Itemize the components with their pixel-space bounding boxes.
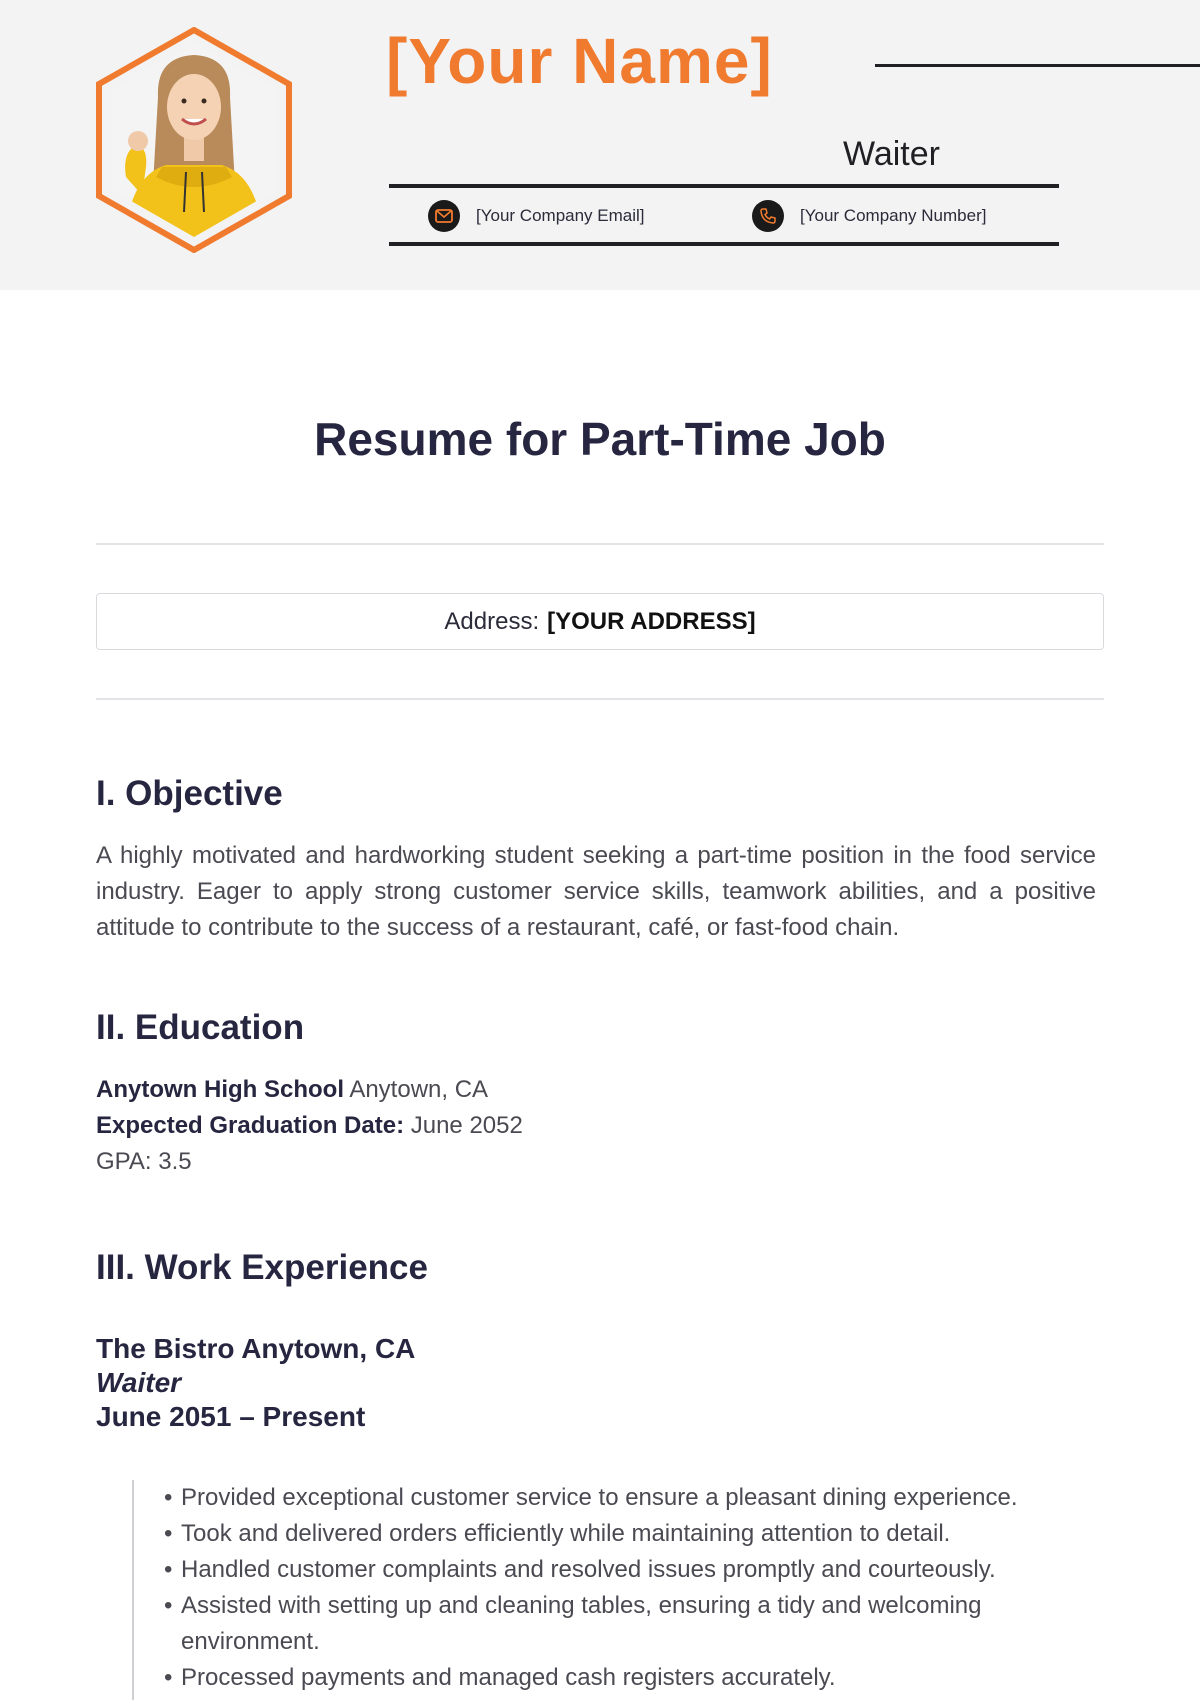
education-details — [96, 1072, 523, 1180]
address-box — [96, 593, 1104, 650]
contact-bottom-rule — [389, 242, 1059, 246]
resume-header — [0, 0, 1200, 290]
graduation-row — [96, 1108, 523, 1144]
name-divider — [875, 64, 1200, 67]
objective-text: A highly motivated and hardworking student seeking a part-time position in the food service industry. Eager to apply strong customer service skills, teamwork abilities, and a positive attitude to contribute to the success of a restaurant, café, or fast-food chain. — [96, 842, 1096, 941]
phone-icon — [752, 200, 784, 232]
document-title: Resume for Part-Time Job — [314, 413, 886, 465]
list-item: • Handled customer complaints and resolved issues promptly and courteously. — [164, 1552, 1092, 1588]
email-text: [Your Company Email] — [476, 206, 645, 225]
address-label: Address: — [444, 607, 540, 635]
gpa: GPA: 3.5 — [96, 1148, 192, 1175]
profile-photo-hexagon — [96, 27, 292, 253]
list-item: • Assisted with setting up and cleaning tables, ensuring a tidy and welcoming environment. — [164, 1588, 1092, 1660]
graduation-date: June 2052 — [410, 1112, 523, 1139]
divider — [96, 543, 1104, 545]
work-heading: III. Work Experience — [96, 1248, 428, 1287]
responsibility-list — [164, 1480, 1092, 1696]
job-title: Waiter — [843, 135, 940, 173]
school-row — [96, 1072, 523, 1108]
job-role: Waiter — [96, 1367, 182, 1398]
envelope-icon — [428, 200, 460, 232]
phone-text: [Your Company Number] — [800, 206, 987, 225]
contact-top-rule — [389, 184, 1059, 188]
school-name: Anytown High School — [96, 1076, 344, 1103]
divider — [96, 698, 1104, 700]
education-heading: II. Education — [96, 1008, 305, 1047]
school-location: Anytown, CA — [349, 1076, 489, 1103]
candidate-name: [Your Name] — [386, 25, 773, 97]
job-responsibilities — [132, 1480, 1092, 1700]
job-entry-header — [96, 1332, 415, 1434]
list-item: • Provided exceptional customer service to ensure a pleasant dining experience. — [164, 1480, 1092, 1516]
address-value: [YOUR ADDRESS] — [547, 607, 756, 635]
list-item: • Took and delivered orders efficiently while maintaining attention to detail. — [164, 1516, 1092, 1552]
objective-heading: I. Objective — [96, 774, 283, 813]
job-dates: June 2051 – Present — [96, 1401, 366, 1432]
profile-photo — [96, 27, 292, 253]
graduation-label: Expected Graduation Date: — [96, 1112, 405, 1139]
phone-contact — [752, 200, 986, 232]
employer: The Bistro Anytown, CA — [96, 1333, 416, 1364]
email-contact — [428, 200, 645, 232]
list-item: • Processed payments and managed cash registers accurately. — [164, 1660, 1092, 1696]
